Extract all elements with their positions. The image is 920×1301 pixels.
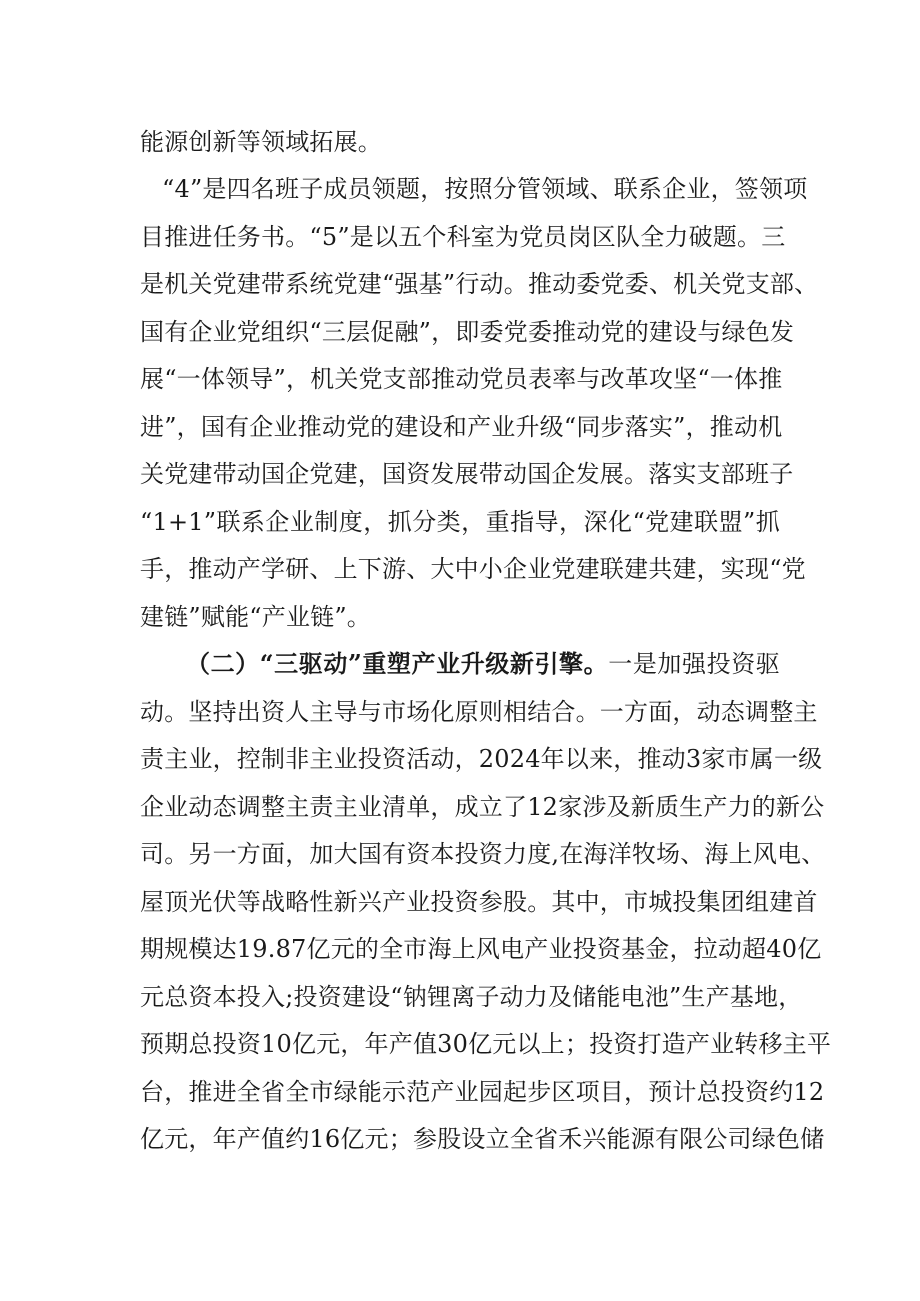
paragraph-line [140,458,794,490]
paragraph-line [140,886,818,918]
line-text: 是机关党建带系统党建“强基”行动。推动委党委、机关党支部、 [140,270,819,298]
paragraph-line [140,1028,832,1060]
paragraph-line [140,1123,825,1155]
section-heading-line [186,648,780,680]
line-text: 展“一体领导”，机关党支部推动党员表率与改革攻坚“一体推 [140,365,783,393]
paragraph-line [140,1076,825,1108]
line-text: 预期总投资10亿元，年产值30亿元以上；投资打造产业转移主平 [140,1030,832,1058]
line-text: 关党建带动国企党建，国资发展带动国企发展。落实支部班子 [140,460,794,488]
line-text: 能源创新等领域拓展。 [140,128,382,156]
section-heading: （二）“三驱动”重塑产业升级新引擎。 [186,649,609,678]
paragraph-line [140,126,780,158]
line-text: 元总资本投入;投资建设“钠锂离子动力及储能电池”生产基地， [140,983,803,1011]
paragraph-line [140,743,823,775]
paragraph-line [140,933,822,965]
paragraph-line [140,316,795,348]
line-text: 屋顶光伏等战略性新兴产业投资参股。其中，市城投集团组建首 [140,888,818,916]
paragraph-line [140,268,819,300]
paragraph-line [140,838,826,870]
paragraph-line [140,506,780,538]
paragraph-line [140,791,825,823]
line-text: “4”是四名班子成员领题，按照分管领域、联系企业，签领项 [162,175,808,203]
paragraph-line [140,601,780,633]
paragraph-line [140,696,818,728]
paragraph-line [162,173,808,205]
line-text: 手，推动产学研、上下游、大中小企业党建联建共建，实现“党 [140,555,806,583]
line-text: 目推进任务书。“5”是以五个科室为党员岗区队全力破题。三 [140,223,786,251]
line-text: 一是加强投资驱 [608,650,780,678]
line-text: 期规模达19.87亿元的全市海上风电产业投资基金，拉动超40亿 [140,935,822,963]
line-text: 进”，国有企业推动党的建设和产业升级“同步落实”，推动机 [140,413,783,441]
line-text: 企业动态调整主责主业清单，成立了12家涉及新质生产力的新公 [140,793,825,821]
line-text: 亿元，年产值约16亿元；参股设立全省禾兴能源有限公司绿色储 [140,1125,825,1153]
paragraph-line [140,553,806,585]
line-text: 动。坚持出资人主导与市场化原则相结合。一方面，动态调整主 [140,698,818,726]
line-text: 责主业，控制非主业投资活动，2024年以来，推动3家市属一级 [140,745,823,773]
line-text: 国有企业党组织“三层促融”，即委党委推动党的建设与绿色发 [140,318,795,346]
paragraph-line [140,221,786,253]
paragraph-line [140,363,783,395]
line-text: 司。另一方面，加大国有资本投资力度,在海洋牧场、海上风电、 [140,840,826,868]
line-text: “1+1”联系企业制度，抓分类，重指导，深化“党建联盟”抓 [140,508,780,536]
line-text: 建链”赋能“产业链”。 [140,603,372,631]
line-text: 台，推进全省全市绿能示范产业园起步区项目，预计总投资约12 [140,1078,825,1106]
paragraph-line [140,981,803,1013]
paragraph-line [140,411,783,443]
